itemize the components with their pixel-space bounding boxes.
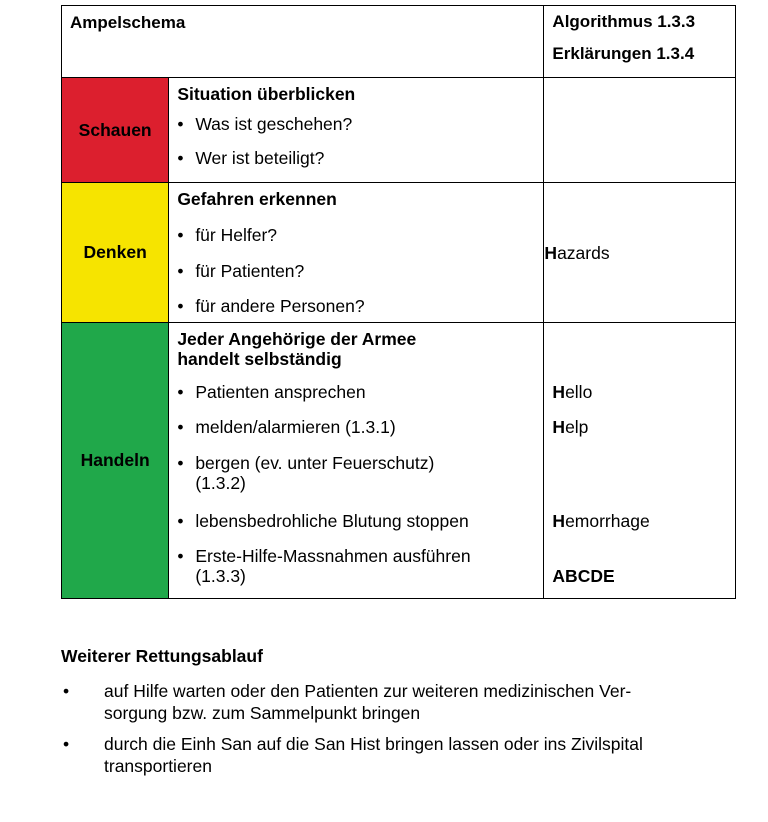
handeln-title-1: Jeder Angehörige der Armee (177, 329, 417, 349)
header-ampelschema: Ampelschema (62, 6, 544, 78)
table-header-row (62, 6, 736, 78)
rettungsablauf-list (61, 680, 751, 786)
ampelschema-table (61, 5, 736, 599)
list-item: • Erste-Hilfe-Massnahmen ausführen (1.3.3) (177, 546, 471, 586)
list-item: • melden/alarmieren (1.3.1) (177, 417, 396, 437)
list-item: • für Helfer? (177, 225, 278, 245)
denken-code: Hazards (544, 183, 736, 323)
list-item: • Patienten ansprechen (177, 382, 366, 402)
header-erklaerungen: Erklärungen 1.3.4 (552, 44, 695, 63)
denken-title: Gefahren erkennen (177, 189, 337, 209)
label-handeln: Handeln (62, 323, 169, 599)
section-title: Weiterer Rettungsablauf (61, 646, 263, 666)
list-item: • Wer ist beteiligt? (177, 148, 325, 168)
code-hemorrhage: Hemorrhage (552, 511, 650, 531)
handeln-title-2: handelt selbständig (177, 349, 342, 369)
list-item: • lebensbedrohliche Blutung stoppen (177, 511, 469, 531)
table-row-handeln (62, 323, 736, 599)
list-item: • bergen (ev. unter Feuerschutz) (1.3.2) (177, 453, 435, 493)
label-schauen: Schauen (62, 78, 169, 183)
list-item: • Was ist geschehen? (177, 114, 353, 134)
list-item: • durch die Einh San auf die San Hist bringen lassen oder ins Zivilspital transportieren (63, 734, 643, 776)
table-row-schauen (62, 78, 736, 183)
code-help: Help (552, 417, 589, 437)
header-algorithmus: Algorithmus 1.3.3 (552, 12, 696, 31)
list-item: • auf Hilfe warten oder den Patienten zur weiteren medizinischen Ver- sorgung bzw. zum Sammelpunkt bringen (63, 681, 632, 723)
code-hello: Hello (552, 382, 593, 402)
code-abcde: ABCDE (552, 566, 615, 586)
table-row-denken (62, 183, 736, 323)
list-item: • für andere Personen? (177, 296, 365, 316)
schauen-title: Situation überblicken (177, 84, 356, 104)
list-item: • für Patienten? (177, 261, 305, 281)
schauen-code (544, 78, 736, 183)
handeln-codes (544, 323, 736, 599)
denken-content (169, 183, 544, 323)
handeln-content (169, 323, 544, 599)
label-denken: Denken (62, 183, 169, 323)
header-references (544, 6, 736, 78)
schauen-content (169, 78, 544, 183)
